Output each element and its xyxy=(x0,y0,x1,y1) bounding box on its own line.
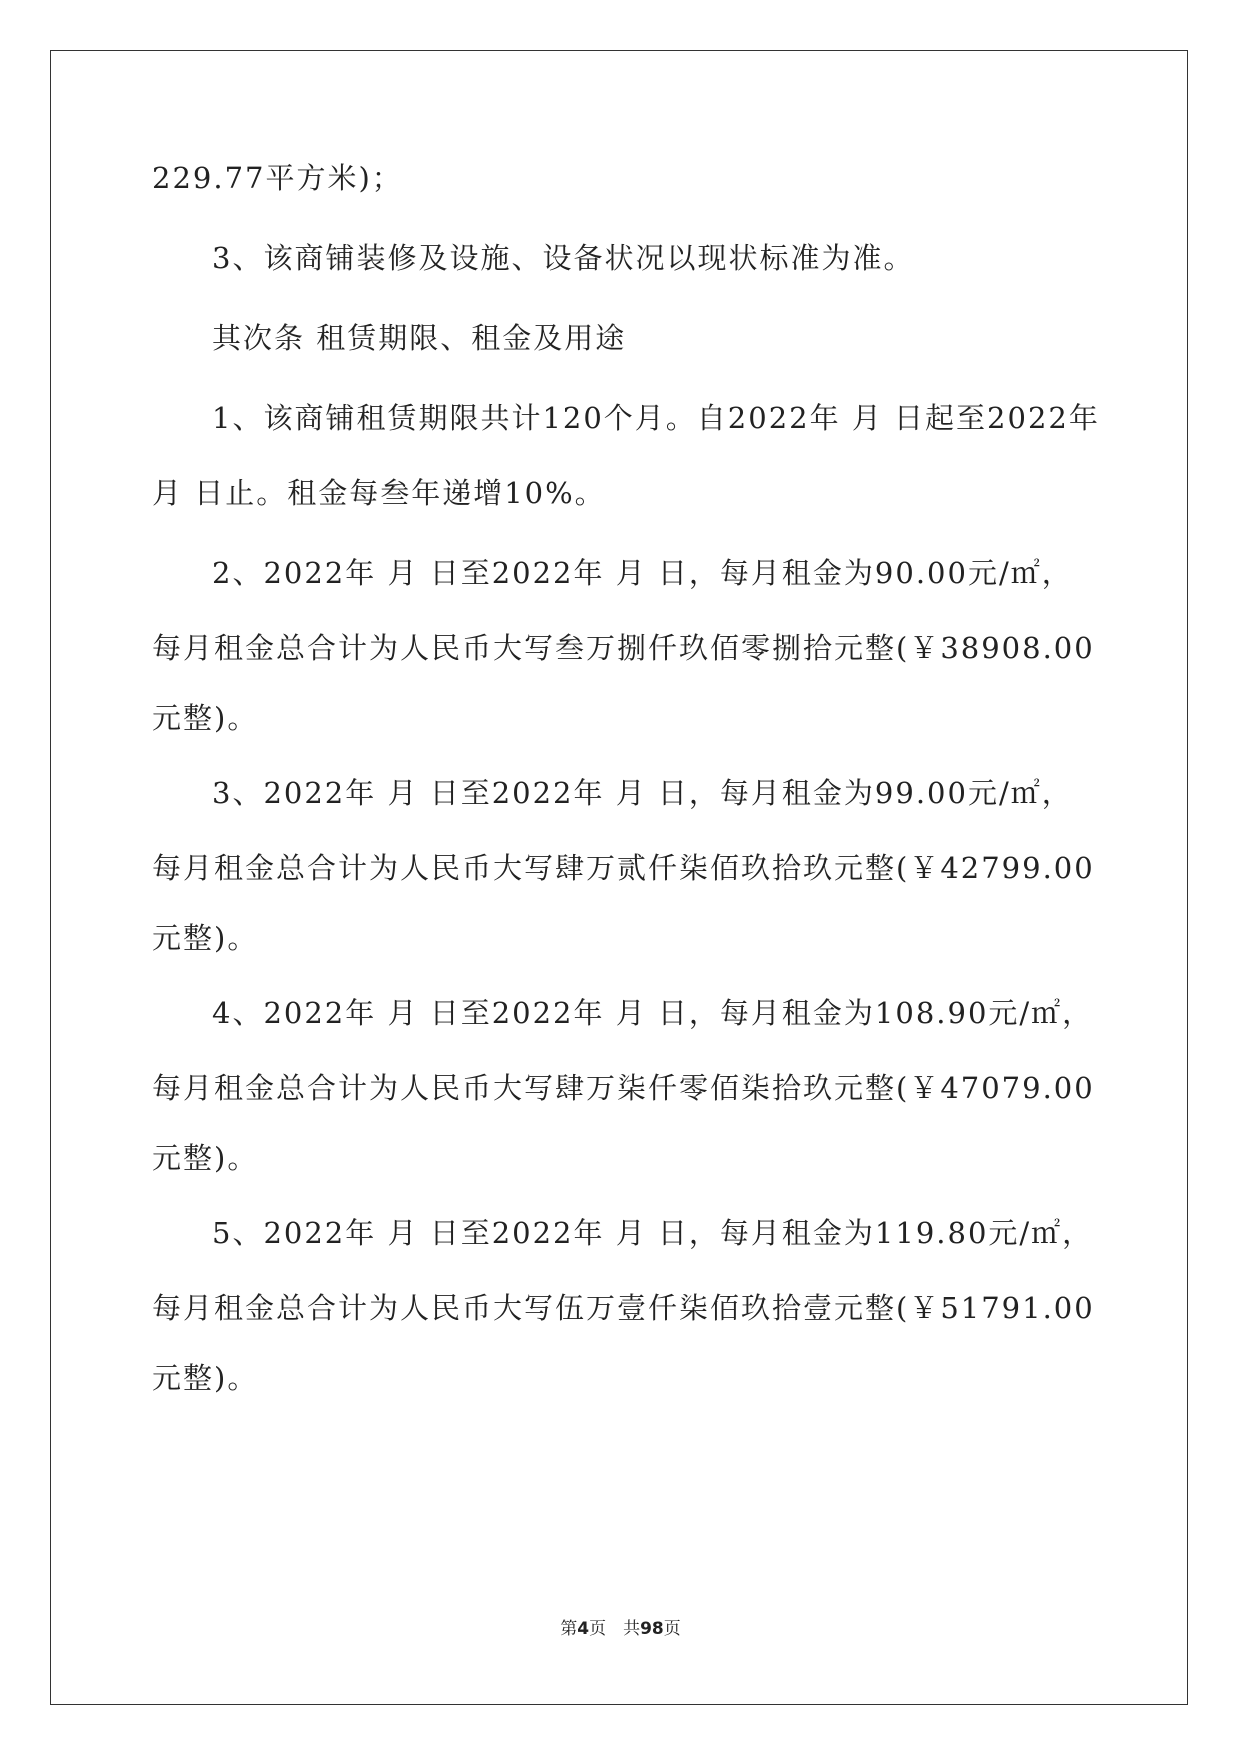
text-line: 每月租金总合计为人民币大写肆万贰仟柒佰玖拾玖元整(￥42799.00 xyxy=(152,851,1095,885)
text-line: 229.77平方米)； xyxy=(152,161,403,195)
text-line: 每月租金总合计为人民币大写伍万壹仟柒佰玖拾壹元整(￥51791.00 xyxy=(152,1291,1095,1325)
text-line: 元整)。 xyxy=(152,1361,259,1395)
text-line: 3、该商铺装修及设施、设备状况以现状标准为准。 xyxy=(212,241,915,275)
page-footer xyxy=(0,1614,1241,1639)
section-heading: 其次条 租赁期限、租金及用途 xyxy=(212,321,627,355)
footer-middle: 页 共 xyxy=(589,1619,641,1639)
text-line: 1、该商铺租赁期限共计120个月。自2022年 月 日起至2022年 xyxy=(212,401,1100,435)
text-line: 3、2022年 月 日至2022年 月 日，每月租金为99.00元/㎡， xyxy=(212,776,1073,810)
text-line: 4、2022年 月 日至2022年 月 日，每月租金为108.90元/㎡， xyxy=(212,996,1094,1030)
text-line: 元整)。 xyxy=(152,921,259,955)
text-line: 2、2022年 月 日至2022年 月 日，每月租金为90.00元/㎡， xyxy=(212,556,1073,590)
text-line: 5、2022年 月 日至2022年 月 日，每月租金为119.80元/㎡， xyxy=(212,1216,1094,1250)
text-line: 元整)。 xyxy=(152,701,259,735)
footer-prefix: 第 xyxy=(560,1619,578,1639)
text-line: 每月租金总合计为人民币大写叁万捌仟玖佰零捌拾元整(￥38908.00 xyxy=(152,631,1095,665)
text-line: 元整)。 xyxy=(152,1141,259,1175)
text-line: 每月租金总合计为人民币大写肆万柒仟零佰柒拾玖元整(￥47079.00 xyxy=(152,1071,1095,1105)
page-number: 4 xyxy=(577,1619,590,1639)
total-pages: 98 xyxy=(640,1619,664,1639)
footer-suffix: 页 xyxy=(663,1619,681,1639)
text-line: 月 日止。租金每叁年递增10%。 xyxy=(152,476,606,510)
